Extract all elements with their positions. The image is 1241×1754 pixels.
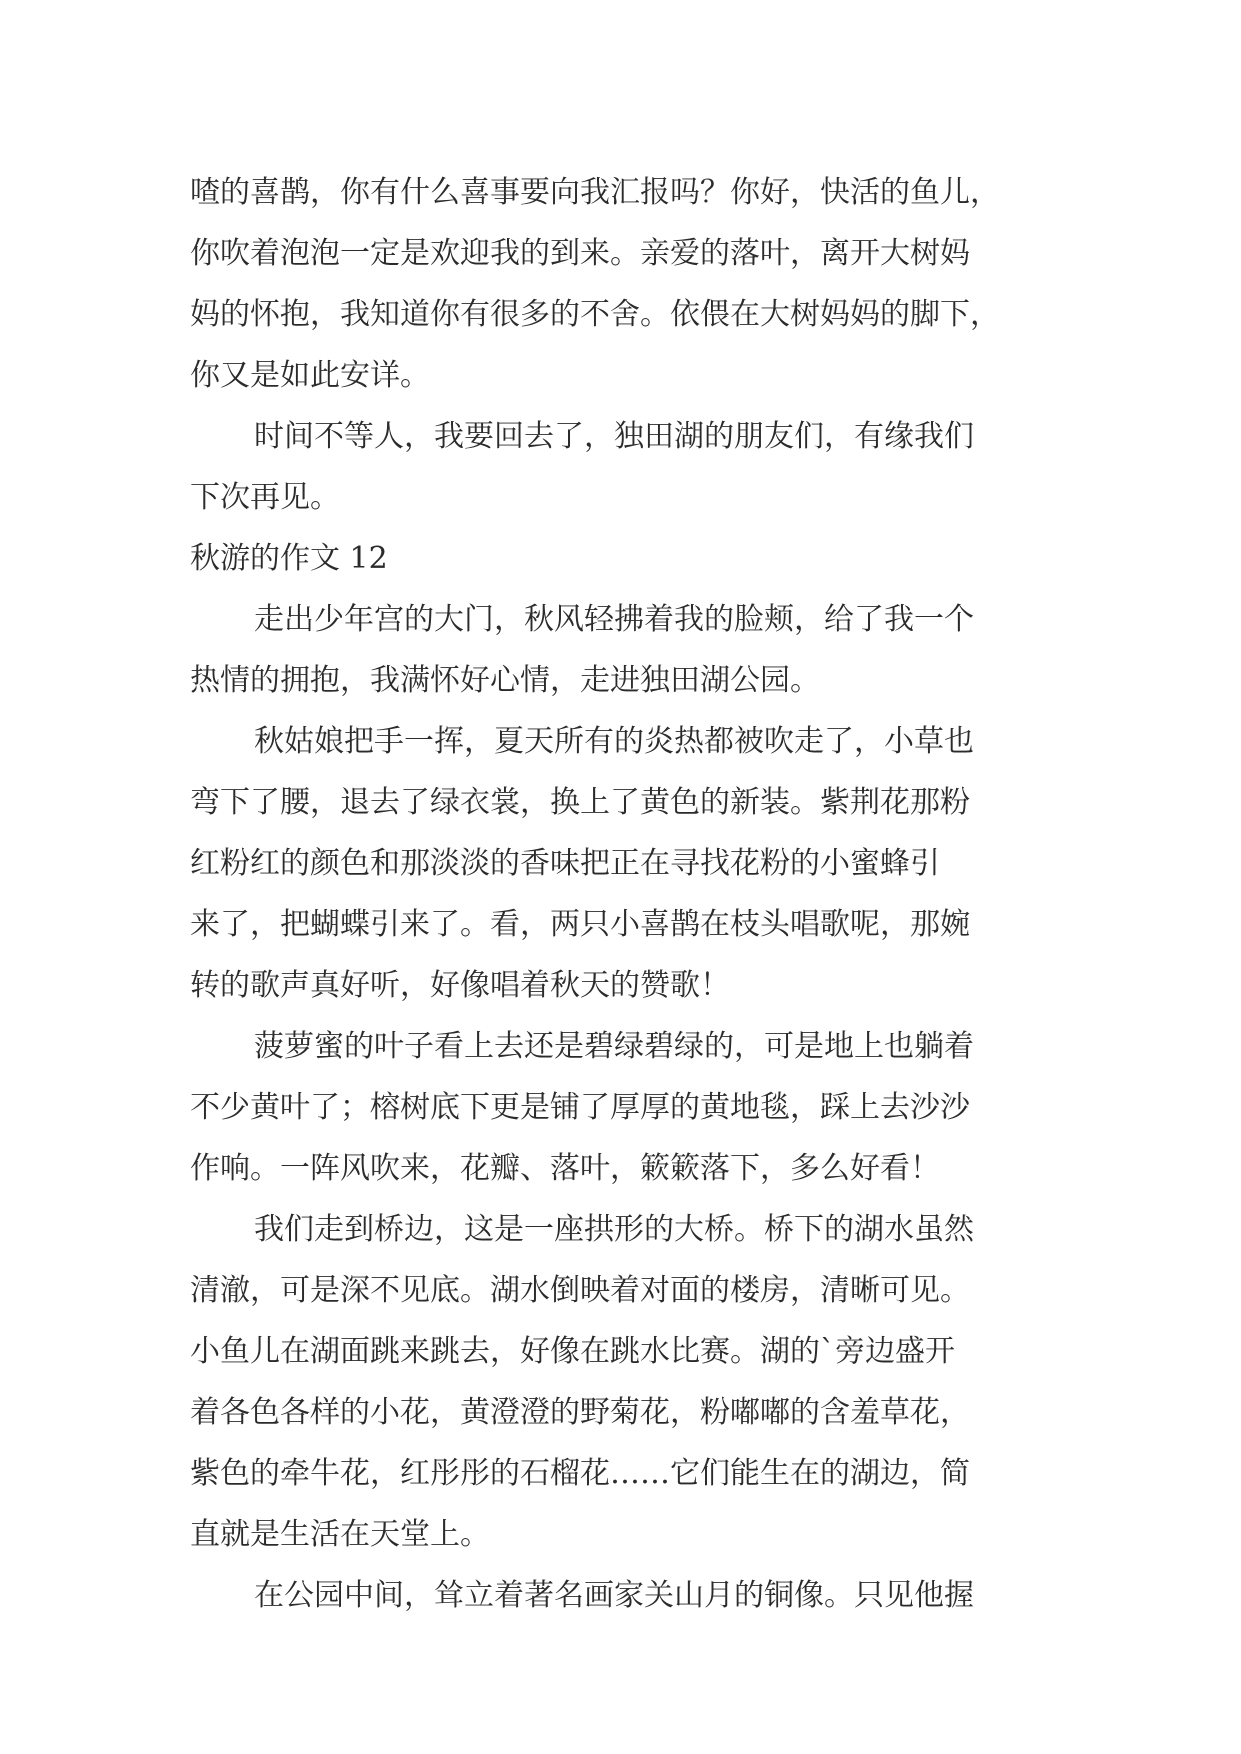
text-line: 小鱼儿在湖面跳来跳去，好像在跳水比赛。湖的`旁边盛开: [190, 1334, 955, 1369]
text-line: 着各色各样的小花，黄澄澄的野菊花，粉嘟嘟的含羞草花，: [190, 1395, 970, 1430]
section-heading: 秋游的作文 12: [190, 541, 388, 576]
document-body: [190, 162, 1055, 1626]
paragraph-start-line: 秋姑娘把手一挥，夏天所有的炎热都被吹走了，小草也: [254, 724, 974, 759]
text-line: 来了，把蝴蝶引来了。看，两只小喜鹊在枝头唱歌呢，那婉: [190, 907, 970, 942]
paragraph-start-line: 我们走到桥边，这是一座拱形的大桥。桥下的湖水虽然: [254, 1212, 974, 1247]
text-line: 紫色的牵牛花，红彤彤的石榴花……它们能生在的湖边，简: [190, 1456, 970, 1491]
text-line: 下次再见。: [190, 480, 340, 515]
text-line: 你吹着泡泡一定是欢迎我的到来。亲爱的落叶，离开大树妈: [190, 236, 970, 271]
text-line: 直就是生活在天堂上。: [190, 1517, 490, 1552]
text-line: 弯下了腰，退去了绿衣裳，换上了黄色的新装。紫荆花那粉: [190, 785, 970, 820]
text-line: 转的歌声真好听，好像唱着秋天的赞歌！: [190, 968, 730, 1003]
text-line: 红粉红的颜色和那淡淡的香味把正在寻找花粉的小蜜蜂引: [190, 846, 940, 881]
text-line: 喳的喜鹊，你有什么喜事要向我汇报吗？你好，快活的鱼儿，: [190, 175, 1000, 210]
text-line: 妈的怀抱，我知道你有很多的不舍。依偎在大树妈妈的脚下，: [190, 297, 1000, 332]
paragraph-start-line: 在公园中间，耸立着著名画家关山月的铜像。只见他握: [254, 1578, 974, 1613]
paragraph-start-line: 菠萝蜜的叶子看上去还是碧绿碧绿的，可是地上也躺着: [254, 1029, 974, 1064]
text-line: 作响。一阵风吹来，花瓣、落叶，簌簌落下，多么好看！: [190, 1151, 940, 1186]
paragraph-start-line: 时间不等人，我要回去了，独田湖的朋友们，有缘我们: [254, 419, 974, 454]
text-line: 你又是如此安详。: [190, 358, 430, 393]
text-line: 不少黄叶了；榕树底下更是铺了厚厚的黄地毯，踩上去沙沙: [190, 1090, 970, 1125]
text-line: 清澈，可是深不见底。湖水倒映着对面的楼房，清晰可见。: [190, 1273, 970, 1308]
text-line: 热情的拥抱，我满怀好心情，走进独田湖公园。: [190, 663, 820, 698]
paragraph-start-line: 走出少年宫的大门，秋风轻拂着我的脸颊，给了我一个: [254, 602, 974, 637]
